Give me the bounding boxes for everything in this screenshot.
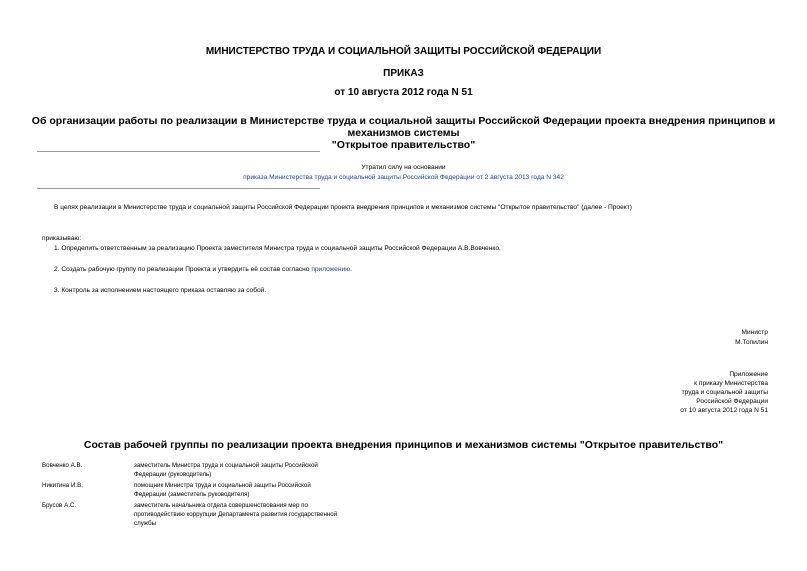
appendix-header xyxy=(560,370,768,415)
preamble: В целях реализации в Министерстве труда и социальной защиты Российской Федерации проекта внедрения принципов и механизмов системы "Открытое правительство" (далее - Проект) xyxy=(54,204,632,211)
appendix-line: Приложение xyxy=(729,371,768,378)
doc-title-line1: Об организации работы по реализации в Министерстве труда и социальной защиты Российской Федерации проекта внедрения принципов и механизмов системы xyxy=(31,115,776,139)
order-item-2-end: . xyxy=(350,266,352,273)
member-role: заместитель Министра труда и социальной защиты Российской Федерации (руководитель) xyxy=(134,462,318,478)
member-role: заместитель начальника отдела совершенствования мер по противодействию коррупции Департамента развития государственной службы xyxy=(134,502,338,527)
order-item-3: 3. Контроль за исполнением настоящего приказа оставляю за собой. xyxy=(54,287,267,294)
ministry-title: МИНИСТЕРСТВО ТРУДА И СОЦИАЛЬНОЙ ЗАЩИТЫ РОССИЙСКОЙ ФЕДЕРАЦИИ xyxy=(205,46,602,57)
lost-force-note: Утратил силу на основании xyxy=(361,164,446,171)
doc-title-line2: "Открытое правительство" xyxy=(331,139,476,151)
doc-date-number: от 10 августа 2012 года N 51 xyxy=(334,87,473,98)
member-name: Никитина И.В. xyxy=(42,482,83,489)
order-item-2 xyxy=(54,265,774,274)
member-name: Брусов А.С. xyxy=(42,502,77,509)
doc-title xyxy=(20,115,787,151)
repeal-order-link[interactable]: приказа Министерства труда и социальной защиты Российской Федерации от 2 августа 2013 года N 342 xyxy=(243,174,564,181)
signature-position: Министр xyxy=(741,329,768,336)
divider-bottom xyxy=(37,188,320,189)
divider-top xyxy=(37,151,320,152)
order-word: приказываю: xyxy=(42,235,82,242)
member-role: помощник Министра труда и социальной защиты Российской Федерации (заместитель руководителя) xyxy=(134,482,311,498)
order-item-2-text: 2. Создать рабочую группу по реализации Проекта и утвердить её состав согласно xyxy=(54,266,310,273)
appendix-link[interactable]: приложению xyxy=(311,266,351,273)
order-item-1: 1. Определить ответственным за реализацию Проекта заместителя Министра труда и социальной защиты Российской Федерации А.В.Вовченко. xyxy=(54,245,501,252)
signature-name: М.Топилин xyxy=(735,339,768,346)
appendix-line: труда и социальной защиты xyxy=(681,389,768,396)
appendix-line: от 10 августа 2012 года N 51 xyxy=(680,407,768,414)
appendix-title: Состав рабочей группы по реализации проекта внедрения принципов и механизмов системы "Открытое правительство" xyxy=(83,439,724,451)
doc-type: ПРИКАЗ xyxy=(383,68,424,79)
member-name: Вовченко А.В. xyxy=(42,462,83,469)
appendix-line: к приказу Министерства xyxy=(694,380,768,387)
appendix-line: Российской Федерации xyxy=(696,398,768,405)
